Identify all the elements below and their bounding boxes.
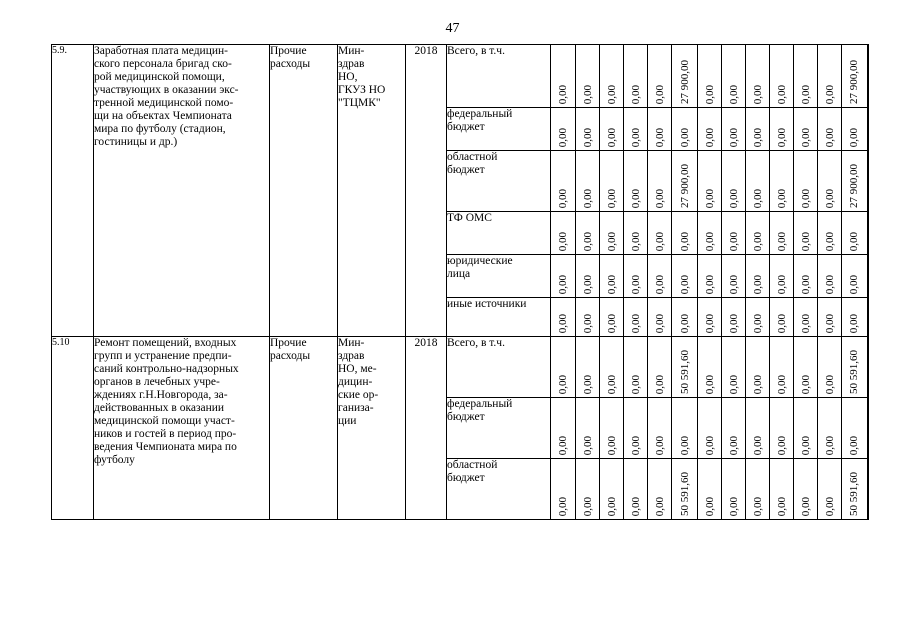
value-cell [698, 398, 722, 459]
funding-source: юридические лица [447, 255, 551, 298]
value-text: 0,00 [727, 84, 740, 104]
value-cell [648, 337, 672, 398]
value-text: 0,00 [557, 374, 569, 394]
funding-source: федеральный бюджет [447, 108, 551, 151]
value-cell [698, 337, 722, 398]
value-text: 0,00 [775, 374, 788, 394]
value-cell [551, 212, 576, 255]
section-description: Ремонт помещений, входных групп и устранение предпи- саний контрольно-надзорных органов в лечебных учре- ждениях г.Н.Новгорода, за- действованных в оказании медицинской помощи участ- ников и гостей в период про- ведения Чемпионата мира по футболу [94, 337, 270, 520]
value-text: 0,00 [848, 231, 861, 251]
value-text: 0,00 [775, 231, 788, 251]
value-cell [722, 255, 746, 298]
responsible-org: Мин- здрав НО, ГКУЗ НО "ТЦМК" [338, 45, 406, 337]
value-text: 0,00 [751, 231, 764, 251]
value-text: 0,00 [557, 84, 569, 104]
value-cell [722, 398, 746, 459]
value-cell [698, 459, 722, 520]
value-text: 0,00 [751, 188, 764, 208]
value-cell [818, 212, 842, 255]
value-text: 0,00 [703, 313, 716, 333]
value-text: 0,00 [727, 188, 740, 208]
value-cell [722, 151, 746, 212]
value-cell [794, 459, 818, 520]
value-cell [794, 298, 818, 337]
value-cell [770, 398, 794, 459]
value-cell [722, 45, 746, 108]
value-text: 0,00 [848, 313, 861, 333]
value-cell [818, 337, 842, 398]
value-cell [576, 45, 600, 108]
value-text: 0,00 [751, 274, 764, 294]
value-text: 0,00 [581, 435, 594, 455]
value-text: 0,00 [823, 374, 836, 394]
value-cell [648, 151, 672, 212]
value-text: 0,00 [653, 188, 666, 208]
value-cell [672, 45, 698, 108]
value-cell [551, 108, 576, 151]
value-cell [722, 108, 746, 151]
value-text: 0,00 [703, 84, 716, 104]
value-text: 0,00 [751, 496, 764, 516]
value-cell [842, 398, 868, 459]
value-cell [624, 45, 648, 108]
expense-type: Прочие расходы [270, 337, 338, 520]
value-cell [648, 459, 672, 520]
value-cell [551, 398, 576, 459]
funding-source: федеральный бюджет [447, 398, 551, 459]
value-text: 0,00 [629, 231, 642, 251]
value-cell [624, 212, 648, 255]
year: 2018 [406, 45, 447, 337]
value-cell [746, 212, 770, 255]
value-text: 0,00 [605, 496, 618, 516]
value-text: 0,00 [823, 496, 836, 516]
value-cell [624, 398, 648, 459]
value-cell [624, 151, 648, 212]
value-cell [551, 255, 576, 298]
value-cell [698, 255, 722, 298]
value-text: 0,00 [581, 231, 594, 251]
value-cell [551, 45, 576, 108]
value-text: 0,00 [678, 231, 691, 251]
value-cell [624, 255, 648, 298]
value-cell [698, 108, 722, 151]
value-text: 0,00 [605, 435, 618, 455]
value-text: 0,00 [629, 496, 642, 516]
funding-source: областной бюджет [447, 459, 551, 520]
value-cell [794, 212, 818, 255]
value-cell [746, 45, 770, 108]
section-description: Заработная плата медицин- ского персонала бригад ско- рой медицинской помощи, участвующих в оказании экс- тренной медицинской помо- щи на объектах Чемпионата мира по футболу (стадион, гостиницы и др.) [94, 45, 270, 337]
value-text: 0,00 [799, 127, 812, 147]
value-cell [698, 298, 722, 337]
value-cell [600, 255, 624, 298]
funding-source: ТФ ОМС [447, 212, 551, 255]
value-text: 0,00 [703, 435, 716, 455]
year: 2018 [406, 337, 447, 520]
page-number: 47 [445, 21, 460, 36]
value-cell [698, 45, 722, 108]
value-cell [551, 151, 576, 212]
value-text: 0,00 [823, 231, 836, 251]
value-text: 0,00 [751, 313, 764, 333]
value-cell [746, 337, 770, 398]
value-text: 0,00 [629, 435, 642, 455]
value-text: 0,00 [678, 127, 691, 147]
value-text: 0,00 [629, 274, 642, 294]
budget-table [51, 44, 869, 520]
value-cell [576, 298, 600, 337]
funding-source: Всего, в т.ч. [447, 337, 551, 398]
value-text: 27 900,00 [678, 164, 691, 208]
value-cell [794, 151, 818, 212]
value-text: 0,00 [629, 127, 642, 147]
expense-type: Прочие расходы [270, 45, 338, 337]
value-cell [794, 255, 818, 298]
value-cell [770, 255, 794, 298]
value-text: 0,00 [581, 313, 594, 333]
value-cell [722, 337, 746, 398]
value-text: 0,00 [605, 188, 618, 208]
section-number: 5.9. [52, 45, 94, 337]
value-text: 0,00 [823, 188, 836, 208]
value-cell [576, 255, 600, 298]
value-cell [648, 212, 672, 255]
value-cell [576, 108, 600, 151]
value-text: 0,00 [581, 374, 594, 394]
value-text: 27 900,00 [848, 60, 861, 104]
value-cell [770, 212, 794, 255]
value-text: 0,00 [653, 127, 666, 147]
value-text: 0,00 [727, 127, 740, 147]
value-cell [648, 108, 672, 151]
value-text: 0,00 [629, 374, 642, 394]
value-cell [624, 337, 648, 398]
value-text: 0,00 [799, 313, 812, 333]
value-cell [672, 212, 698, 255]
value-cell [600, 212, 624, 255]
value-cell [624, 298, 648, 337]
value-text: 0,00 [605, 127, 618, 147]
value-text: 0,00 [557, 496, 569, 516]
value-text: 0,00 [799, 374, 812, 394]
value-text: 0,00 [557, 435, 569, 455]
value-text: 50 591,60 [678, 472, 691, 516]
value-cell [818, 45, 842, 108]
value-cell [600, 151, 624, 212]
value-text: 0,00 [629, 84, 642, 104]
value-text: 0,00 [775, 188, 788, 208]
value-text: 0,00 [703, 274, 716, 294]
funding-source: областной бюджет [447, 151, 551, 212]
value-cell [818, 255, 842, 298]
value-cell [576, 398, 600, 459]
funding-source: иные источники [447, 298, 551, 337]
value-text: 0,00 [653, 313, 666, 333]
responsible-org: Мин- здрав НО, ме- дицин- ские ор- ганиза- ции [338, 337, 406, 520]
value-cell [600, 298, 624, 337]
value-cell [551, 459, 576, 520]
value-cell [672, 151, 698, 212]
value-cell [842, 108, 868, 151]
value-text: 0,00 [848, 274, 861, 294]
value-text: 0,00 [727, 313, 740, 333]
value-text: 0,00 [557, 313, 569, 333]
value-cell [672, 337, 698, 398]
value-cell [746, 255, 770, 298]
value-text: 0,00 [823, 435, 836, 455]
value-cell [842, 459, 868, 520]
value-text: 0,00 [703, 127, 716, 147]
value-text: 0,00 [581, 188, 594, 208]
value-cell [600, 398, 624, 459]
value-text: 0,00 [581, 84, 594, 104]
value-text: 0,00 [799, 274, 812, 294]
value-text: 0,00 [848, 435, 861, 455]
value-cell [672, 459, 698, 520]
value-text: 50 591,60 [678, 350, 691, 394]
value-cell [818, 459, 842, 520]
value-text: 0,00 [775, 313, 788, 333]
value-cell [842, 151, 868, 212]
value-cell [770, 151, 794, 212]
value-cell [818, 398, 842, 459]
value-text: 0,00 [557, 231, 569, 251]
value-cell [770, 337, 794, 398]
value-text: 0,00 [848, 127, 861, 147]
value-text: 0,00 [605, 231, 618, 251]
value-cell [722, 298, 746, 337]
value-text: 0,00 [751, 435, 764, 455]
value-text: 0,00 [653, 496, 666, 516]
value-cell [770, 459, 794, 520]
table-row [52, 45, 868, 108]
value-text: 0,00 [727, 374, 740, 394]
value-text: 0,00 [799, 84, 812, 104]
value-cell [551, 337, 576, 398]
value-cell [818, 298, 842, 337]
value-text: 0,00 [629, 188, 642, 208]
value-text: 0,00 [751, 84, 764, 104]
value-cell [576, 459, 600, 520]
value-text: 0,00 [775, 127, 788, 147]
value-cell [576, 151, 600, 212]
value-text: 0,00 [703, 188, 716, 208]
value-text: 0,00 [678, 313, 691, 333]
value-cell [600, 337, 624, 398]
value-text: 0,00 [775, 435, 788, 455]
value-cell [746, 108, 770, 151]
value-text: 0,00 [703, 374, 716, 394]
value-text: 0,00 [653, 274, 666, 294]
value-text: 0,00 [653, 231, 666, 251]
value-cell [600, 459, 624, 520]
value-cell [842, 45, 868, 108]
funding-source: Всего, в т.ч. [447, 45, 551, 108]
value-cell [551, 298, 576, 337]
value-cell [672, 108, 698, 151]
value-text: 0,00 [727, 274, 740, 294]
value-cell [770, 108, 794, 151]
value-cell [842, 255, 868, 298]
value-text: 0,00 [799, 188, 812, 208]
value-cell [722, 212, 746, 255]
value-cell [600, 45, 624, 108]
value-text: 0,00 [823, 84, 836, 104]
value-text: 0,00 [557, 127, 569, 147]
value-text: 0,00 [775, 274, 788, 294]
value-cell [746, 459, 770, 520]
value-text: 0,00 [823, 274, 836, 294]
value-cell [698, 151, 722, 212]
value-text: 0,00 [605, 374, 618, 394]
value-cell [600, 108, 624, 151]
value-cell [794, 108, 818, 151]
value-cell [624, 459, 648, 520]
value-cell [818, 151, 842, 212]
value-text: 0,00 [557, 188, 569, 208]
value-text: 0,00 [799, 435, 812, 455]
value-cell [672, 298, 698, 337]
value-text: 0,00 [751, 374, 764, 394]
value-cell [842, 212, 868, 255]
value-text: 0,00 [799, 496, 812, 516]
value-text: 0,00 [653, 84, 666, 104]
value-text: 0,00 [653, 374, 666, 394]
value-text: 0,00 [799, 231, 812, 251]
value-cell [770, 45, 794, 108]
value-text: 0,00 [605, 274, 618, 294]
value-text: 0,00 [823, 127, 836, 147]
value-cell [794, 398, 818, 459]
value-text: 0,00 [703, 496, 716, 516]
value-text: 0,00 [605, 313, 618, 333]
value-cell [770, 298, 794, 337]
value-cell [648, 255, 672, 298]
value-cell [698, 212, 722, 255]
value-text: 0,00 [678, 274, 691, 294]
value-text: 0,00 [727, 435, 740, 455]
value-cell [794, 45, 818, 108]
value-text: 0,00 [678, 435, 691, 455]
value-cell [722, 459, 746, 520]
value-text: 0,00 [653, 435, 666, 455]
value-cell [746, 398, 770, 459]
value-cell [746, 298, 770, 337]
value-text: 0,00 [751, 127, 764, 147]
value-cell [842, 298, 868, 337]
value-cell [672, 255, 698, 298]
value-text: 0,00 [581, 274, 594, 294]
value-cell [648, 45, 672, 108]
section-number: 5.10 [52, 337, 94, 520]
value-cell [576, 212, 600, 255]
value-text: 0,00 [727, 496, 740, 516]
value-cell [746, 151, 770, 212]
value-cell [648, 298, 672, 337]
value-text: 27 900,00 [678, 60, 691, 104]
value-text: 27 900,00 [848, 164, 861, 208]
value-text: 0,00 [775, 84, 788, 104]
value-text: 0,00 [823, 313, 836, 333]
value-text: 0,00 [557, 274, 569, 294]
value-cell [818, 108, 842, 151]
value-text: 0,00 [581, 496, 594, 516]
value-cell [624, 108, 648, 151]
value-text: 0,00 [703, 231, 716, 251]
value-text: 50 591,60 [848, 472, 861, 516]
value-text: 0,00 [629, 313, 642, 333]
value-text: 0,00 [605, 84, 618, 104]
value-cell [842, 337, 868, 398]
value-text: 0,00 [727, 231, 740, 251]
value-cell [648, 398, 672, 459]
value-cell [794, 337, 818, 398]
value-cell [672, 398, 698, 459]
value-cell [576, 337, 600, 398]
value-text: 0,00 [581, 127, 594, 147]
table-row [52, 337, 868, 398]
value-text: 50 591,60 [848, 350, 861, 394]
value-text: 0,00 [775, 496, 788, 516]
